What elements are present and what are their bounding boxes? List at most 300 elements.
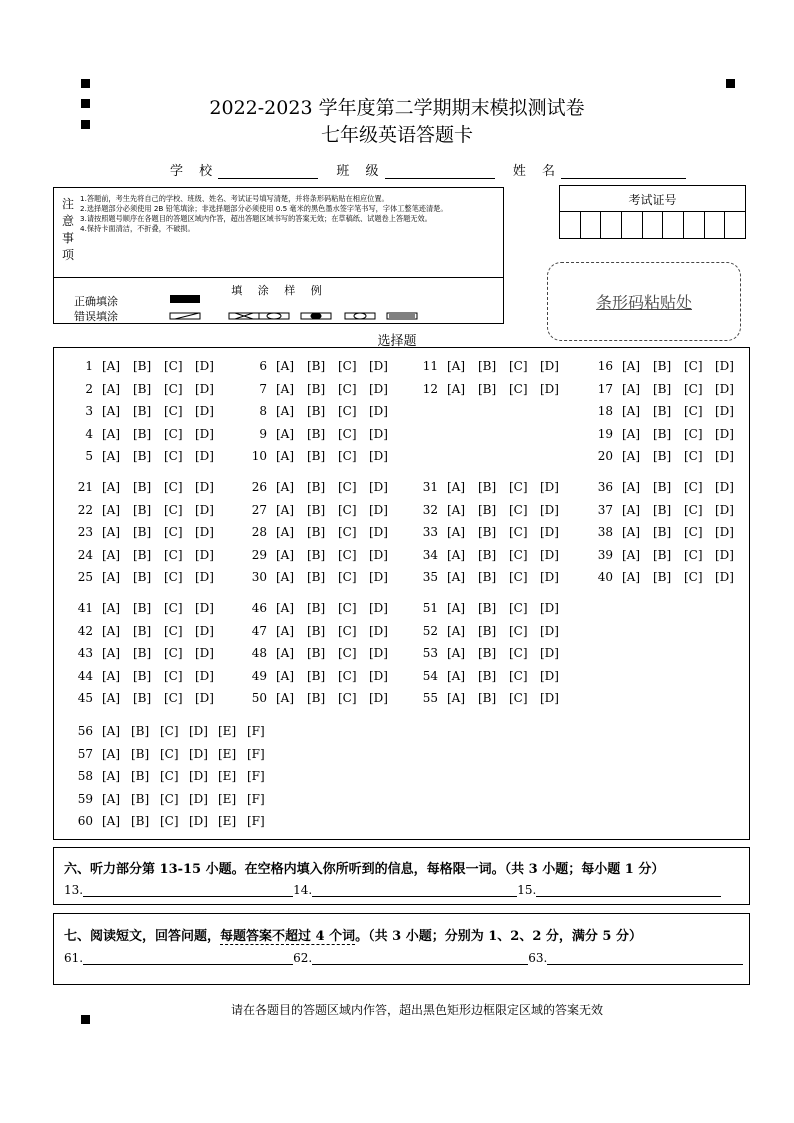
divider [54, 277, 503, 278]
option-bubble[interactable]: [B] [133, 547, 152, 562]
option-bubble[interactable]: [A] [622, 570, 641, 585]
option-bubble[interactable]: [C] [164, 668, 183, 683]
option-bubble[interactable]: [F] [247, 791, 265, 806]
option-bubble[interactable]: [B] [133, 404, 152, 419]
option-bubble[interactable]: [A] [622, 426, 641, 441]
option-bubble[interactable]: [D] [540, 480, 559, 494]
option-bubble[interactable]: [C] [684, 502, 703, 517]
option-bubble[interactable]: [B] [307, 646, 326, 661]
option-bubble[interactable]: [D] [195, 547, 214, 562]
option-bubble[interactable]: [F] [247, 814, 265, 829]
option-bubble[interactable]: [D] [195, 426, 214, 441]
option-bubble[interactable]: [C] [509, 646, 528, 661]
option-bubble[interactable]: [A] [622, 480, 641, 494]
option-bubble[interactable]: [B] [307, 570, 326, 585]
option-bubble[interactable]: [A] [447, 623, 466, 638]
option-bubble[interactable]: [C] [164, 691, 183, 706]
option-bubble[interactable]: [C] [338, 404, 357, 419]
option-bubble[interactable]: [A] [622, 381, 641, 396]
option-bubble[interactable]: [B] [653, 426, 672, 441]
answer-blank-14[interactable] [312, 882, 517, 897]
question-number: 38 [597, 525, 613, 540]
option-bubble[interactable]: [A] [276, 547, 295, 562]
question-number: 23 [77, 525, 93, 540]
option-bubble[interactable]: [C] [338, 525, 357, 540]
option-bubble[interactable]: [D] [195, 404, 214, 419]
school-field[interactable] [218, 164, 318, 179]
option-bubble[interactable]: [C] [509, 691, 528, 706]
option-bubble[interactable]: [A] [447, 547, 466, 562]
option-bubble[interactable]: [D] [195, 381, 214, 396]
option-bubble[interactable]: [A] [276, 623, 295, 638]
option-bubble[interactable]: [C] [160, 814, 179, 829]
option-bubble[interactable]: [D] [540, 601, 559, 615]
option-bubble[interactable]: [C] [509, 668, 528, 683]
option-bubble[interactable]: [E] [218, 746, 237, 761]
option-bubble[interactable]: [A] [622, 359, 641, 373]
option-bubble[interactable]: [B] [133, 623, 152, 638]
option-bubble[interactable]: [D] [369, 570, 388, 585]
reading-heading-part: 七、阅读短文，回答问题， [64, 929, 221, 944]
option-bubble[interactable]: [D] [189, 769, 208, 784]
option-bubble[interactable]: [D] [369, 480, 388, 494]
reading-heading-part: 。（共 3 小题；分别为 1、2、2 分，满分 5 分） [355, 929, 643, 944]
question-number: 53 [422, 646, 438, 661]
option-bubble[interactable]: [C] [509, 570, 528, 585]
option-bubble[interactable]: [C] [684, 404, 703, 419]
exam-id-cell[interactable] [581, 212, 602, 238]
option-bubble[interactable]: [C] [338, 623, 357, 638]
option-bubble[interactable]: [C] [338, 668, 357, 683]
option-bubble[interactable]: [B] [478, 668, 497, 683]
question-number: 4 [85, 426, 93, 441]
option-bubble[interactable]: [C] [160, 791, 179, 806]
option-bubble[interactable]: [D] [195, 623, 214, 638]
option-bubble[interactable]: [C] [509, 381, 528, 396]
option-bubble[interactable]: [B] [133, 691, 152, 706]
option-bubble[interactable]: [F] [247, 724, 265, 738]
option-bubble[interactable]: [B] [478, 502, 497, 517]
question-number: 49 [251, 668, 267, 683]
option-bubble[interactable]: [A] [102, 814, 121, 829]
notice-item: 3.请按照题号顺序在各题目的答题区域内作答，超出答题区域书写的答案无效；在草稿纸、试题卷上答题无效。 [80, 214, 432, 223]
option-bubble[interactable]: [C] [684, 547, 703, 562]
option-bubble[interactable]: [B] [653, 480, 672, 494]
option-bubble[interactable]: [D] [540, 359, 559, 373]
option-bubble[interactable]: [A] [102, 404, 121, 419]
option-bubble[interactable]: [A] [276, 668, 295, 683]
option-bubble[interactable]: [D] [540, 570, 559, 585]
option-bubble[interactable]: [A] [276, 404, 295, 419]
blank-label: 14. [293, 883, 313, 897]
option-bubble[interactable]: [F] [247, 746, 265, 761]
option-bubble[interactable]: [B] [133, 570, 152, 585]
option-bubble[interactable]: [A] [102, 668, 121, 683]
option-bubble[interactable]: [C] [684, 359, 703, 373]
correct-fill-label: 正确填涂 [74, 295, 118, 308]
option-bubble[interactable]: [C] [338, 426, 357, 441]
option-bubble[interactable]: [D] [715, 359, 734, 373]
option-bubble[interactable]: [C] [164, 449, 183, 464]
question-number: 9 [259, 426, 267, 441]
option-bubble[interactable]: [A] [447, 668, 466, 683]
question-number: 41 [77, 601, 93, 615]
option-bubble[interactable]: [C] [509, 359, 528, 373]
option-bubble[interactable]: [D] [195, 449, 214, 464]
option-bubble[interactable]: [A] [102, 769, 121, 784]
option-bubble[interactable]: [B] [307, 502, 326, 517]
option-bubble[interactable]: [A] [276, 525, 295, 540]
option-bubble[interactable]: [D] [195, 691, 214, 706]
option-bubble[interactable]: [A] [447, 381, 466, 396]
option-bubble[interactable]: [C] [164, 381, 183, 396]
option-bubble[interactable]: [D] [369, 449, 388, 464]
option-bubble[interactable]: [D] [715, 426, 734, 441]
option-bubble[interactable]: [C] [684, 570, 703, 585]
reading-heading-emphasis: 每题答案不超过 4 个词 [220, 929, 356, 944]
option-bubble[interactable]: [D] [189, 724, 208, 738]
option-bubble[interactable]: [D] [369, 426, 388, 441]
option-bubble[interactable]: [B] [653, 547, 672, 562]
question-number: 57 [77, 746, 93, 761]
option-bubble[interactable]: [B] [478, 570, 497, 585]
option-bubble[interactable]: [B] [307, 547, 326, 562]
option-bubble[interactable]: [A] [102, 547, 121, 562]
blank-label: 63. [528, 951, 548, 965]
option-bubble[interactable]: [D] [369, 502, 388, 517]
exam-id-box [559, 185, 746, 239]
question-number: 34 [422, 547, 438, 562]
option-bubble[interactable]: [C] [160, 769, 179, 784]
option-bubble[interactable]: [C] [164, 525, 183, 540]
option-bubble[interactable]: [B] [307, 601, 326, 615]
option-bubble[interactable]: [A] [102, 480, 121, 494]
option-bubble[interactable]: [C] [164, 502, 183, 517]
option-bubble[interactable]: [D] [369, 359, 388, 373]
option-bubble[interactable]: [B] [653, 525, 672, 540]
option-bubble[interactable]: [A] [447, 691, 466, 706]
option-bubble[interactable]: [B] [653, 570, 672, 585]
alignment-mark [81, 79, 90, 88]
option-bubble[interactable]: [C] [509, 480, 528, 494]
option-bubble[interactable]: [C] [164, 570, 183, 585]
option-bubble[interactable]: [B] [478, 359, 497, 373]
option-bubble[interactable]: [A] [102, 381, 121, 396]
option-bubble[interactable]: [B] [133, 449, 152, 464]
option-bubble[interactable]: [D] [715, 449, 734, 464]
option-bubble[interactable]: [D] [369, 525, 388, 540]
option-bubble[interactable]: [C] [338, 547, 357, 562]
option-bubble[interactable]: [B] [478, 646, 497, 661]
option-bubble[interactable]: [C] [164, 623, 183, 638]
option-bubble[interactable]: [A] [447, 570, 466, 585]
answer-blank-61[interactable] [83, 950, 293, 965]
option-bubble[interactable]: [A] [447, 359, 466, 373]
option-bubble[interactable]: [A] [276, 426, 295, 441]
student-info-row [170, 160, 686, 179]
option-bubble[interactable]: [C] [684, 525, 703, 540]
option-bubble[interactable]: [C] [684, 480, 703, 494]
option-bubble[interactable]: [B] [653, 502, 672, 517]
option-bubble[interactable]: [D] [540, 691, 559, 706]
option-bubble[interactable]: [A] [276, 646, 295, 661]
option-bubble[interactable]: [E] [218, 791, 237, 806]
option-bubble[interactable]: [B] [307, 691, 326, 706]
option-bubble[interactable]: [D] [715, 404, 734, 419]
option-bubble[interactable]: [A] [102, 791, 121, 806]
option-bubble[interactable]: [A] [102, 570, 121, 585]
exam-id-cells[interactable] [560, 211, 745, 238]
option-bubble[interactable]: [A] [622, 502, 641, 517]
option-bubble[interactable]: [D] [715, 525, 734, 540]
answer-blank-62[interactable] [312, 950, 528, 965]
option-bubble[interactable]: [B] [307, 426, 326, 441]
option-bubble[interactable]: [D] [195, 601, 214, 615]
option-bubble[interactable]: [A] [622, 525, 641, 540]
option-bubble[interactable]: [D] [189, 814, 208, 829]
option-bubble[interactable]: [A] [102, 525, 121, 540]
option-bubble[interactable]: [D] [715, 570, 734, 585]
option-bubble[interactable]: [D] [369, 547, 388, 562]
option-bubble[interactable]: [B] [478, 601, 497, 615]
question-number: 3 [85, 404, 93, 419]
option-bubble[interactable]: [B] [131, 814, 150, 829]
option-bubble[interactable]: [B] [307, 623, 326, 638]
option-bubble[interactable]: [A] [622, 404, 641, 419]
option-bubble[interactable]: [D] [715, 480, 734, 494]
question-number: 21 [77, 480, 93, 494]
option-bubble[interactable]: [A] [102, 746, 121, 761]
option-bubble[interactable]: [B] [133, 525, 152, 540]
question-number: 11 [422, 359, 438, 373]
option-bubble[interactable]: [A] [102, 646, 121, 661]
option-bubble[interactable]: [C] [338, 449, 357, 464]
option-bubble[interactable]: [C] [338, 502, 357, 517]
option-bubble[interactable]: [A] [447, 525, 466, 540]
exam-id-cell[interactable] [622, 212, 643, 238]
question-number: 40 [597, 570, 613, 585]
option-bubble[interactable]: [D] [369, 646, 388, 661]
option-bubble[interactable]: [C] [164, 547, 183, 562]
option-bubble[interactable]: [C] [338, 359, 357, 373]
option-bubble[interactable]: [B] [133, 668, 152, 683]
option-bubble[interactable]: [B] [478, 525, 497, 540]
option-bubble[interactable]: [D] [195, 646, 214, 661]
option-bubble[interactable]: [B] [307, 359, 326, 373]
exam-id-cell[interactable] [643, 212, 664, 238]
answer-blank-13[interactable] [83, 882, 293, 897]
option-bubble[interactable]: [D] [715, 381, 734, 396]
option-bubble[interactable]: [E] [218, 769, 237, 784]
option-bubble[interactable]: [A] [622, 449, 641, 464]
option-bubble[interactable]: [A] [102, 601, 121, 615]
option-bubble[interactable]: [D] [540, 381, 559, 396]
option-bubble[interactable]: [C] [160, 724, 179, 738]
option-bubble[interactable]: [B] [133, 381, 152, 396]
option-bubble[interactable]: [A] [447, 502, 466, 517]
name-field[interactable] [561, 164, 686, 179]
option-bubble[interactable]: [D] [189, 791, 208, 806]
option-bubble[interactable]: [E] [218, 814, 237, 829]
question-number: 52 [422, 623, 438, 638]
option-bubble[interactable]: [C] [338, 570, 357, 585]
question-number: 37 [597, 502, 613, 517]
option-bubble[interactable]: [C] [509, 623, 528, 638]
option-bubble[interactable]: [B] [131, 724, 150, 738]
question-number: 20 [597, 449, 613, 464]
option-bubble[interactable]: [A] [102, 724, 121, 738]
option-bubble[interactable]: [B] [133, 359, 152, 373]
class-field[interactable] [385, 164, 495, 179]
question-number: 39 [597, 547, 613, 562]
option-bubble[interactable]: [A] [447, 646, 466, 661]
option-bubble[interactable]: [B] [131, 746, 150, 761]
exam-id-cell[interactable] [601, 212, 622, 238]
option-bubble[interactable]: [B] [478, 547, 497, 562]
option-bubble[interactable]: [D] [540, 525, 559, 540]
option-bubble[interactable]: [B] [133, 502, 152, 517]
option-bubble[interactable]: [B] [133, 601, 152, 615]
option-bubble[interactable]: [A] [102, 449, 121, 464]
option-bubble[interactable]: [C] [684, 381, 703, 396]
option-bubble[interactable]: [C] [509, 547, 528, 562]
option-bubble[interactable]: [A] [276, 502, 295, 517]
option-bubble[interactable]: [D] [195, 359, 214, 373]
option-bubble[interactable]: [B] [307, 449, 326, 464]
option-bubble[interactable]: [D] [195, 502, 214, 517]
option-bubble[interactable]: [A] [276, 480, 295, 494]
barcode-label: 条形码粘贴处 [595, 293, 692, 312]
option-bubble[interactable]: [A] [102, 359, 121, 373]
option-bubble[interactable]: [D] [189, 746, 208, 761]
option-bubble[interactable]: [A] [102, 623, 121, 638]
option-bubble[interactable]: [C] [164, 480, 183, 494]
option-bubble[interactable]: [A] [276, 449, 295, 464]
option-bubble[interactable]: [A] [276, 359, 295, 373]
option-bubble[interactable]: [C] [509, 525, 528, 540]
option-bubble[interactable]: [D] [369, 404, 388, 419]
option-bubble[interactable]: [C] [164, 359, 183, 373]
reading-heading [64, 925, 642, 944]
listening-section [53, 847, 750, 905]
option-bubble[interactable]: [A] [447, 601, 466, 615]
question-number: 46 [251, 601, 267, 615]
question-number: 25 [77, 570, 93, 585]
option-bubble[interactable]: [C] [164, 601, 183, 615]
option-bubble[interactable]: [D] [195, 525, 214, 540]
question-number: 19 [597, 426, 613, 441]
option-bubble[interactable]: [D] [369, 381, 388, 396]
question-number: 48 [251, 646, 267, 661]
answer-blank-15[interactable] [536, 882, 721, 897]
option-bubble[interactable]: [D] [369, 668, 388, 683]
notice-item: 1.答题前，考生先将自己的学校、班级、姓名、考试证号填写清楚，并将条形码粘贴在相应位置。 [80, 194, 389, 203]
option-bubble[interactable]: [C] [164, 404, 183, 419]
exam-id-cell[interactable] [705, 212, 726, 238]
exam-id-cell[interactable] [684, 212, 705, 238]
option-bubble[interactable]: [D] [195, 480, 214, 494]
option-bubble[interactable]: [D] [540, 547, 559, 562]
option-bubble[interactable]: [B] [478, 623, 497, 638]
option-bubble[interactable]: [B] [307, 480, 326, 494]
option-bubble[interactable]: [C] [338, 480, 357, 494]
option-bubble[interactable]: [B] [131, 769, 150, 784]
option-bubble[interactable]: [B] [478, 381, 497, 396]
option-bubble[interactable]: [D] [195, 668, 214, 683]
option-bubble[interactable]: [D] [540, 646, 559, 661]
option-bubble[interactable]: [A] [276, 381, 295, 396]
option-bubble[interactable]: [D] [540, 623, 559, 638]
option-bubble[interactable]: [D] [369, 601, 388, 615]
option-bubble[interactable]: [C] [509, 601, 528, 615]
option-bubble[interactable]: [C] [164, 646, 183, 661]
option-bubble[interactable]: [B] [653, 381, 672, 396]
option-bubble[interactable]: [D] [715, 502, 734, 517]
option-bubble[interactable]: [B] [307, 404, 326, 419]
option-bubble[interactable]: [D] [540, 668, 559, 683]
exam-id-cell[interactable] [663, 212, 684, 238]
alignment-mark [726, 79, 735, 88]
option-bubble[interactable]: [A] [102, 502, 121, 517]
option-bubble[interactable]: [B] [133, 646, 152, 661]
option-bubble[interactable]: [A] [447, 480, 466, 494]
option-bubble[interactable]: [D] [195, 570, 214, 585]
option-bubble[interactable]: [B] [307, 668, 326, 683]
option-bubble[interactable]: [D] [540, 502, 559, 517]
option-bubble[interactable]: [B] [307, 381, 326, 396]
option-bubble[interactable]: [B] [653, 359, 672, 373]
option-bubble[interactable]: [C] [164, 426, 183, 441]
option-bubble[interactable]: [B] [307, 525, 326, 540]
option-bubble[interactable]: [B] [131, 791, 150, 806]
question-number: 6 [259, 359, 267, 373]
option-bubble[interactable]: [B] [653, 449, 672, 464]
option-bubble[interactable]: [A] [276, 691, 295, 706]
option-bubble[interactable]: [A] [276, 570, 295, 585]
exam-id-cell[interactable] [725, 212, 745, 238]
option-bubble[interactable]: [B] [133, 426, 152, 441]
option-bubble[interactable]: [B] [653, 404, 672, 419]
option-bubble[interactable]: [D] [369, 691, 388, 706]
option-bubble[interactable]: [A] [102, 691, 121, 706]
option-bubble[interactable]: [C] [684, 449, 703, 464]
option-bubble[interactable]: [D] [715, 547, 734, 562]
question-number: 1 [85, 359, 93, 373]
option-bubble[interactable]: [E] [218, 724, 237, 738]
option-bubble[interactable]: [C] [338, 601, 357, 615]
option-bubble[interactable]: [D] [369, 623, 388, 638]
option-bubble[interactable]: [C] [338, 691, 357, 706]
question-number: 47 [251, 623, 267, 638]
option-bubble[interactable]: [B] [478, 480, 497, 494]
option-bubble[interactable]: [C] [160, 746, 179, 761]
option-bubble[interactable]: [A] [276, 601, 295, 615]
option-bubble[interactable]: [B] [478, 691, 497, 706]
option-bubble[interactable]: [F] [247, 769, 265, 784]
option-bubble[interactable]: [B] [133, 480, 152, 494]
answer-blank-63[interactable] [547, 950, 743, 965]
option-bubble[interactable]: [A] [622, 547, 641, 562]
question-number: 56 [77, 724, 93, 738]
option-bubble[interactable]: [A] [102, 426, 121, 441]
option-bubble[interactable]: [C] [509, 502, 528, 517]
option-bubble[interactable]: [C] [338, 646, 357, 661]
option-bubble[interactable]: [C] [684, 426, 703, 441]
exam-id-cell[interactable] [560, 212, 581, 238]
question-number: 8 [259, 404, 267, 419]
notice-items [80, 194, 500, 234]
option-bubble[interactable]: [C] [338, 381, 357, 396]
